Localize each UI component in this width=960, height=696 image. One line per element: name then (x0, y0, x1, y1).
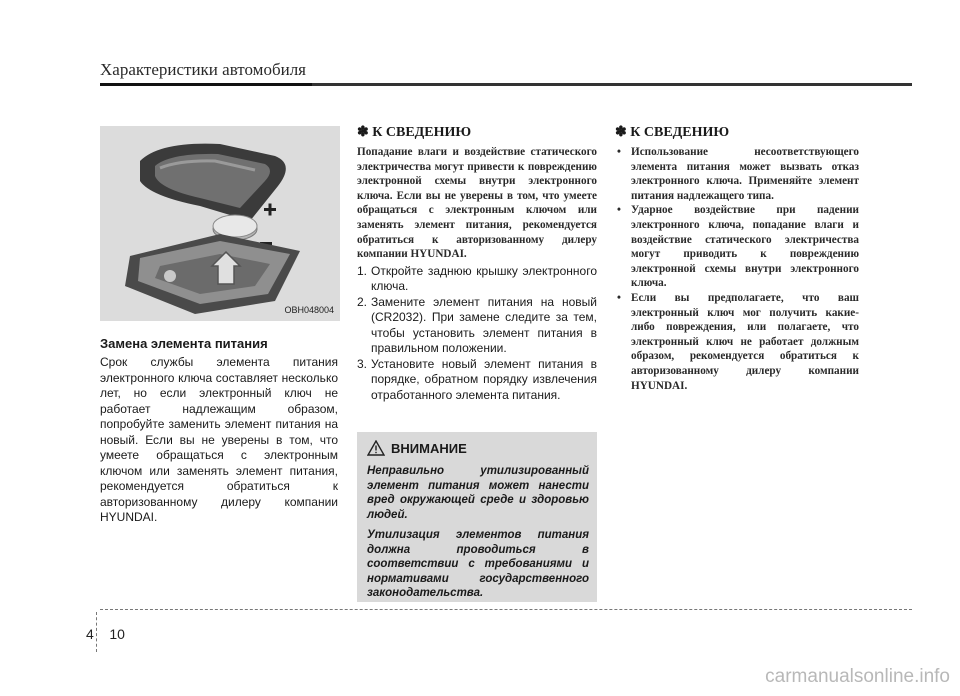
list-item: 1. Откройте заднюю крышку электронного ключа. (357, 263, 597, 294)
list-item: 3. Установите новый элемент питания в порядке, обратном порядку извлечения отработанного элемента питания. (357, 356, 597, 402)
warning-title: ВНИМАНИЕ (391, 440, 467, 456)
list-item: • Ударное воздействие при падении электронного ключа, попадание влаги и воздействие статического электричества могут приводить к повреждению электронной схемы внутри электронного ключа. (617, 204, 859, 290)
warning-triangle-icon (367, 440, 385, 456)
header-rule (100, 83, 912, 86)
list-item: • Если вы предполагаете, что ваш электронный ключ мог получить какие-либо повреждения, или полагаете, что электронный ключ не работает должным образом, рекомендуется обратиться к авторизованному дилеру компании HYUNDAI. (617, 291, 859, 392)
key-fob-illustration (100, 126, 340, 321)
caution-text: Попадание влаги и воздействие статического электричества могут привести к повреждению электронной схемы внутри электронного ключа. Если вы не уверены в том, что умеете обращаться с электронным ключом или заменять элемент питания, рекомендуется обратиться к авторизованному дилеру компании HYUNDAI. (357, 146, 597, 261)
section-number: 4 (86, 626, 94, 642)
caution-column-2 (615, 124, 859, 393)
figure-caption: OBH048004 (284, 305, 334, 315)
battery-replacement-text: Срок службы элемента питания электронного ключа составляет несколько лет, но если электронный ключ не работает надлежащим образом, попробуйте заменить элемент питания на новый. Если вы не уверены в том, что умеете обращаться с электронным ключом или заменять элемент питания, рекомендуется обратиться к авторизованному дилеру компании HYUNDAI. (100, 355, 338, 524)
steps-list (357, 264, 597, 404)
footer-rule (100, 609, 912, 610)
caution-column-1 (357, 124, 597, 403)
warning-paragraph: Утилизация элементов питания должна проводиться в соответствии с требованиями и нормативами государственного законодательства. (367, 529, 589, 599)
page-number (86, 626, 125, 642)
header-title: Характеристики автомобиля (100, 60, 306, 79)
warning-paragraph: Неправильно утилизированный элемент питания может нанести вред окружающей среде и здоровью людей. (367, 465, 589, 521)
page-number-value: 10 (109, 626, 125, 642)
watermark: carmanualsonline.info (765, 666, 950, 687)
key-battery-figure (100, 126, 340, 321)
list-item: 2. Замените элемент питания на новый (CR2032). При замене следите за тем, чтобы установить элемент питания в правильном положении. (357, 294, 597, 356)
caution-bullets (615, 145, 859, 393)
plus-sign-icon (264, 204, 276, 216)
caution-title: ✽ К СВЕДЕНИЮ (357, 125, 472, 140)
list-item: • Использование несоответствующего элемента питания может вызвать отказ электронного ключа. Применяйте элемент питания надлежащего типа. (617, 146, 859, 202)
warning-box (357, 432, 597, 602)
section-title: Замена элемента питания (100, 336, 268, 351)
caution-title: ✽ К СВЕДЕНИЮ (615, 125, 730, 140)
